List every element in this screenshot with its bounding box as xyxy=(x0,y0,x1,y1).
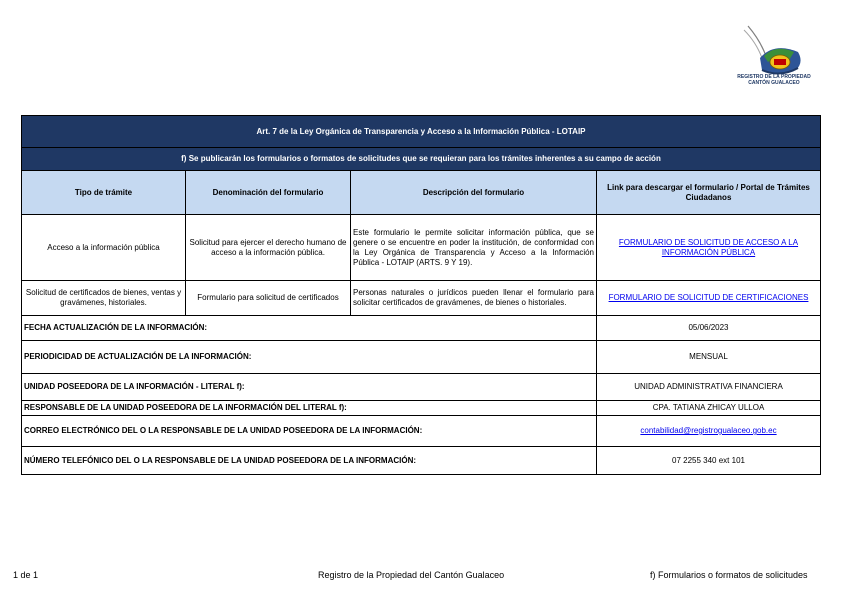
table-title: Art. 7 de la Ley Orgánica de Transparencia y Acceso a la Información Pública - LOTAIP xyxy=(22,116,821,148)
info-row-unidad xyxy=(22,374,821,401)
unidad-value: UNIDAD ADMINISTRATIVA FINANCIERA xyxy=(597,374,821,401)
footer-right: f) Formularios o formatos de solicitudes xyxy=(650,570,808,580)
header-link: Link para descargar el formulario / Portal de Trámites Ciudadanos xyxy=(597,171,821,215)
cell-tipo: Acceso a la información pública xyxy=(22,215,186,281)
info-row-telefono xyxy=(22,447,821,475)
cell-denominacion: Solicitud para ejercer el derecho humano de acceso a la información pública. xyxy=(186,215,351,281)
logo-caption xyxy=(730,74,818,86)
info-row-periodicidad xyxy=(22,341,821,374)
email-link[interactable]: contabilidad@registrogualaceo.gob.ec xyxy=(597,416,821,447)
periodicidad-label: PERIODICIDAD DE ACTUALIZACIÓN DE LA INFORMACIÓN: xyxy=(22,341,597,374)
header-descripcion: Descripción del formulario xyxy=(351,171,597,215)
info-row-fecha xyxy=(22,316,821,341)
table-header-row xyxy=(22,171,821,215)
cell-descripcion: Personas naturales o jurídicos pueden llenar el formulario para solicitar certificados de gravámenes, de bienes o historiales. xyxy=(351,281,597,316)
telefono-label: NÚMERO TELEFÓNICO DEL O LA RESPONSABLE DE LA UNIDAD POSEEDORA DE LA INFORMACIÓN: xyxy=(22,447,597,475)
footer-page-number: 1 de 1 xyxy=(13,570,39,580)
lotaip-table xyxy=(21,115,821,475)
footer-center: Registro de la Propiedad del Cantón Gualaceo xyxy=(318,570,505,580)
link-formulario-certificaciones[interactable]: FORMULARIO DE SOLICITUD DE CERTIFICACIONES xyxy=(597,281,821,316)
info-row-responsable xyxy=(22,401,821,416)
unidad-label: UNIDAD POSEEDORA DE LA INFORMACIÓN - LITERAL f): xyxy=(22,374,597,401)
cell-tipo: Solicitud de certificados de bienes, ventas y gravámenes, historiales. xyxy=(22,281,186,316)
table-row xyxy=(22,215,821,281)
fecha-value: 05/06/2023 xyxy=(597,316,821,341)
table-subtitle-row xyxy=(22,148,821,171)
cell-denominacion: Formulario para solicitud de certificados xyxy=(186,281,351,316)
cell-descripcion: Este formulario le permite solicitar información pública, que se genere o se encuentre en poder la institución, de conformidad con la Ley Orgánica de Transparencia y Acceso a la Información Pública - LOTAIP (ARTS. 9 Y 19). xyxy=(351,215,597,281)
header-tipo: Tipo de trámite xyxy=(22,171,186,215)
info-row-correo xyxy=(22,416,821,447)
responsable-value: CPA. TATIANA ZHICAY ULLOA xyxy=(597,401,821,416)
fecha-label: FECHA ACTUALIZACIÓN DE LA INFORMACIÓN: xyxy=(22,316,597,341)
header-denominacion: Denominación del formulario xyxy=(186,171,351,215)
table-row xyxy=(22,281,821,316)
logo-caption-line1: REGISTRO DE LA PROPIEDAD xyxy=(737,74,811,80)
responsable-label: RESPONSABLE DE LA UNIDAD POSEEDORA DE LA INFORMACIÓN DEL LITERAL f): xyxy=(22,401,597,416)
logo-caption-line2: CANTÓN GUALACEO xyxy=(748,80,800,86)
periodicidad-value: MENSUAL xyxy=(597,341,821,374)
table-subtitle: f) Se publicarán los formularios o formatos de solicitudes que se requieran para los trámites inherentes a su campo de acción xyxy=(22,148,821,171)
table-title-row xyxy=(22,116,821,148)
telefono-value: 07 2255 340 ext 101 xyxy=(597,447,821,475)
link-formulario-acceso[interactable]: FORMULARIO DE SOLICITUD DE ACCESO A LA INFORMACIÓN PÚBLICA xyxy=(597,215,821,281)
correo-label: CORREO ELECTRÓNICO DEL O LA RESPONSABLE DE LA UNIDAD POSEEDORA DE LA INFORMACIÓN: xyxy=(22,416,597,447)
